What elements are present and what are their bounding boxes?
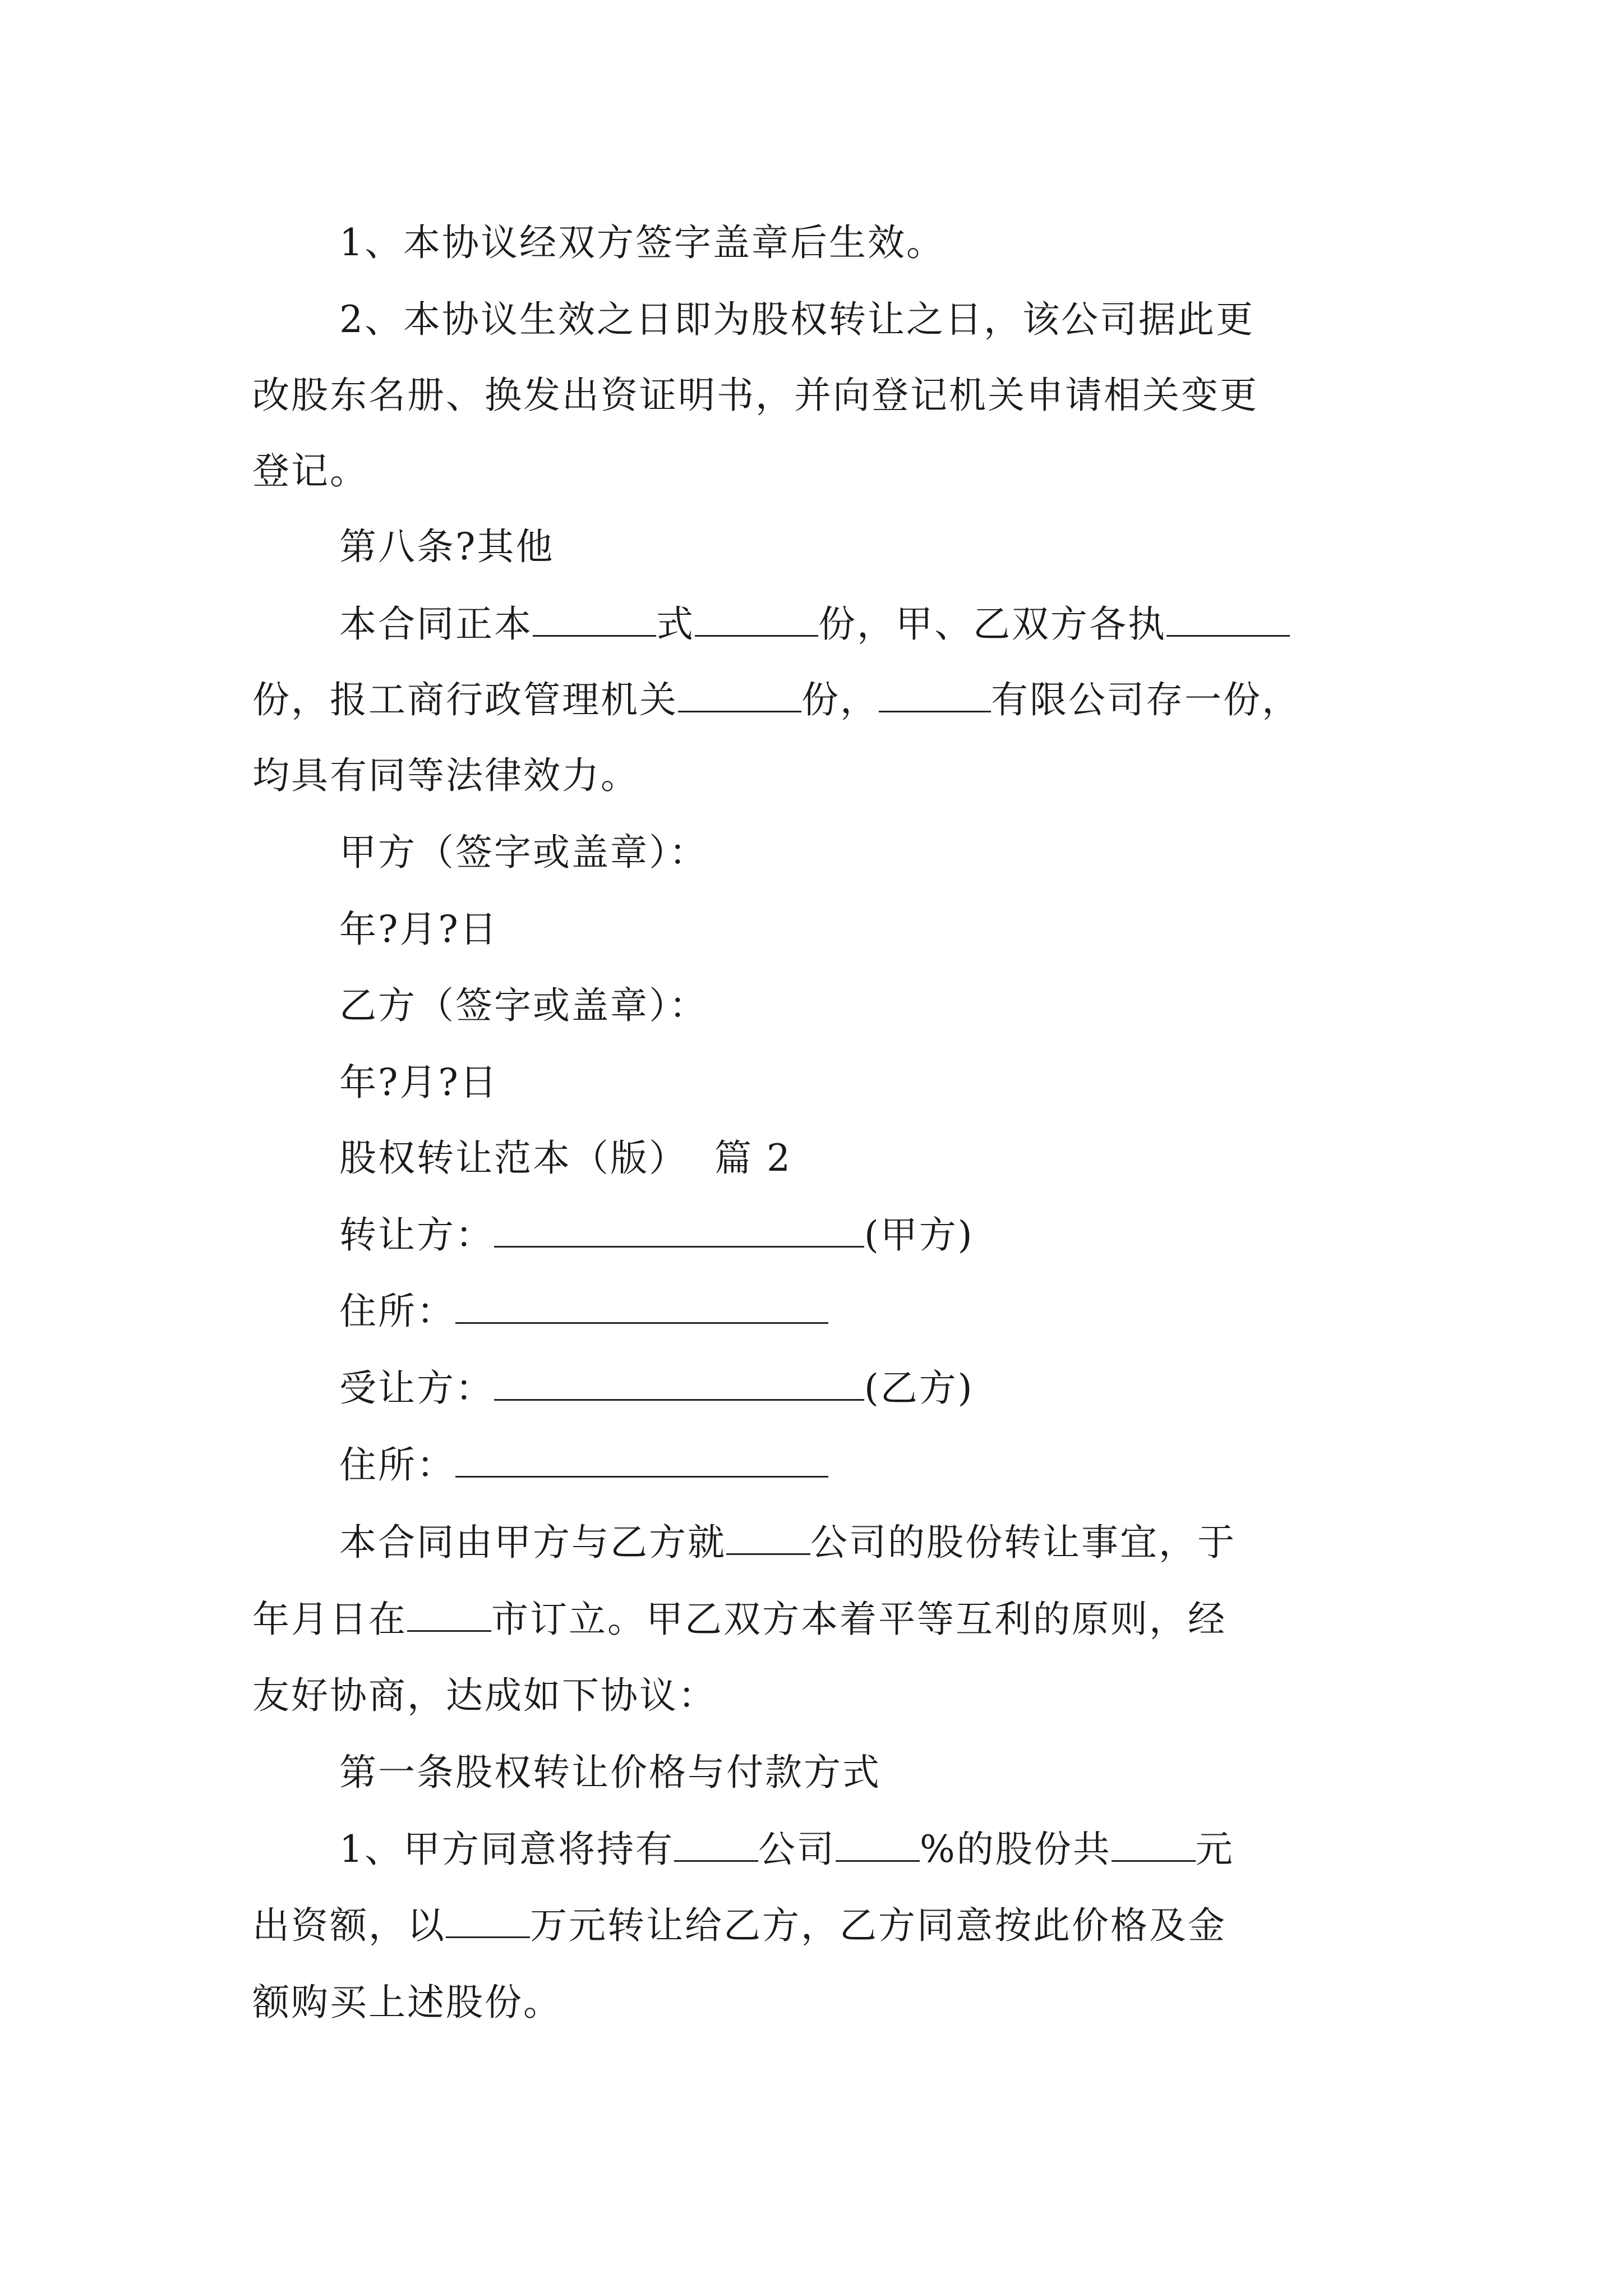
blank-field[interactable] <box>407 1595 491 1632</box>
preamble-line2: 年月日在 市订立。甲乙双方本着平等互利的原则，经 <box>0 1594 1623 1645</box>
price-clause-line1: 1、甲方同意将持有 公司 %的股份共 元 <box>0 1824 1623 1875</box>
transferee-field[interactable] <box>494 1364 864 1401</box>
clause-transfer-date-line2: 改股东名册、换发出资证明书，并向登记机关申请相关变更 <box>252 374 1258 417</box>
address-field[interactable] <box>455 1287 828 1324</box>
transferee-row: 受让方： (乙方) <box>0 1363 1623 1414</box>
blank-field[interactable] <box>1166 600 1290 637</box>
blank-field[interactable] <box>879 676 991 712</box>
blank-field[interactable] <box>1112 1825 1196 1862</box>
clause-effective: 1、本协议经双方签字盖章后生效。 <box>339 221 945 264</box>
transferor-field[interactable] <box>494 1211 864 1248</box>
transferee-address-row: 住所： <box>0 1440 1623 1490</box>
blank-field[interactable] <box>695 600 818 637</box>
blank-field[interactable] <box>726 1519 810 1555</box>
blank-field[interactable] <box>533 600 656 637</box>
blank-field[interactable] <box>446 1902 530 1938</box>
transferor-address-row: 住所： <box>0 1286 1623 1337</box>
transferor-row: 转让方： (甲方) <box>0 1210 1623 1260</box>
blank-field[interactable] <box>674 1825 758 1862</box>
blank-field[interactable] <box>678 676 801 712</box>
article-8-heading: 第八条?其他 <box>339 525 555 568</box>
party-b-signature: 乙方（签字或盖章）： <box>339 984 708 1027</box>
clause-transfer-date-line3: 登记。 <box>252 449 368 493</box>
address-field[interactable] <box>455 1441 828 1478</box>
party-a-date: 年?月?日 <box>339 908 499 951</box>
clause-transfer-date-line1: 2、本协议生效之日即为股权转让之日，该公司据此更 <box>339 298 1255 341</box>
preamble-line3: 友好协商，达成如下协议： <box>252 1674 717 1717</box>
price-clause-line2: 出资额，以 万元转让给乙方，乙方同意按此价格及金 <box>0 1901 1623 1951</box>
party-a-signature: 甲方（签字或盖章）： <box>339 831 708 874</box>
blank-field[interactable] <box>836 1825 920 1862</box>
section-2-title: 股权转让范本（版） 篇 2 <box>339 1137 792 1180</box>
copies-clause-line3: 均具有同等法律效力。 <box>252 754 639 797</box>
party-b-date: 年?月?日 <box>339 1061 499 1104</box>
copies-clause-line2: 份，报工商行政管理机关 份， 有限公司存一份， <box>0 675 1623 725</box>
copies-clause-line1: 本合同正本 式 份，甲、乙双方各执 <box>0 599 1623 650</box>
preamble-line1: 本合同由甲方与乙方就 公司的股份转让事宜，于 <box>0 1517 1623 1568</box>
price-clause-line3: 额购买上述股份。 <box>252 1981 562 2024</box>
article-1-heading: 第一条股权转让价格与付款方式 <box>339 1751 881 1794</box>
